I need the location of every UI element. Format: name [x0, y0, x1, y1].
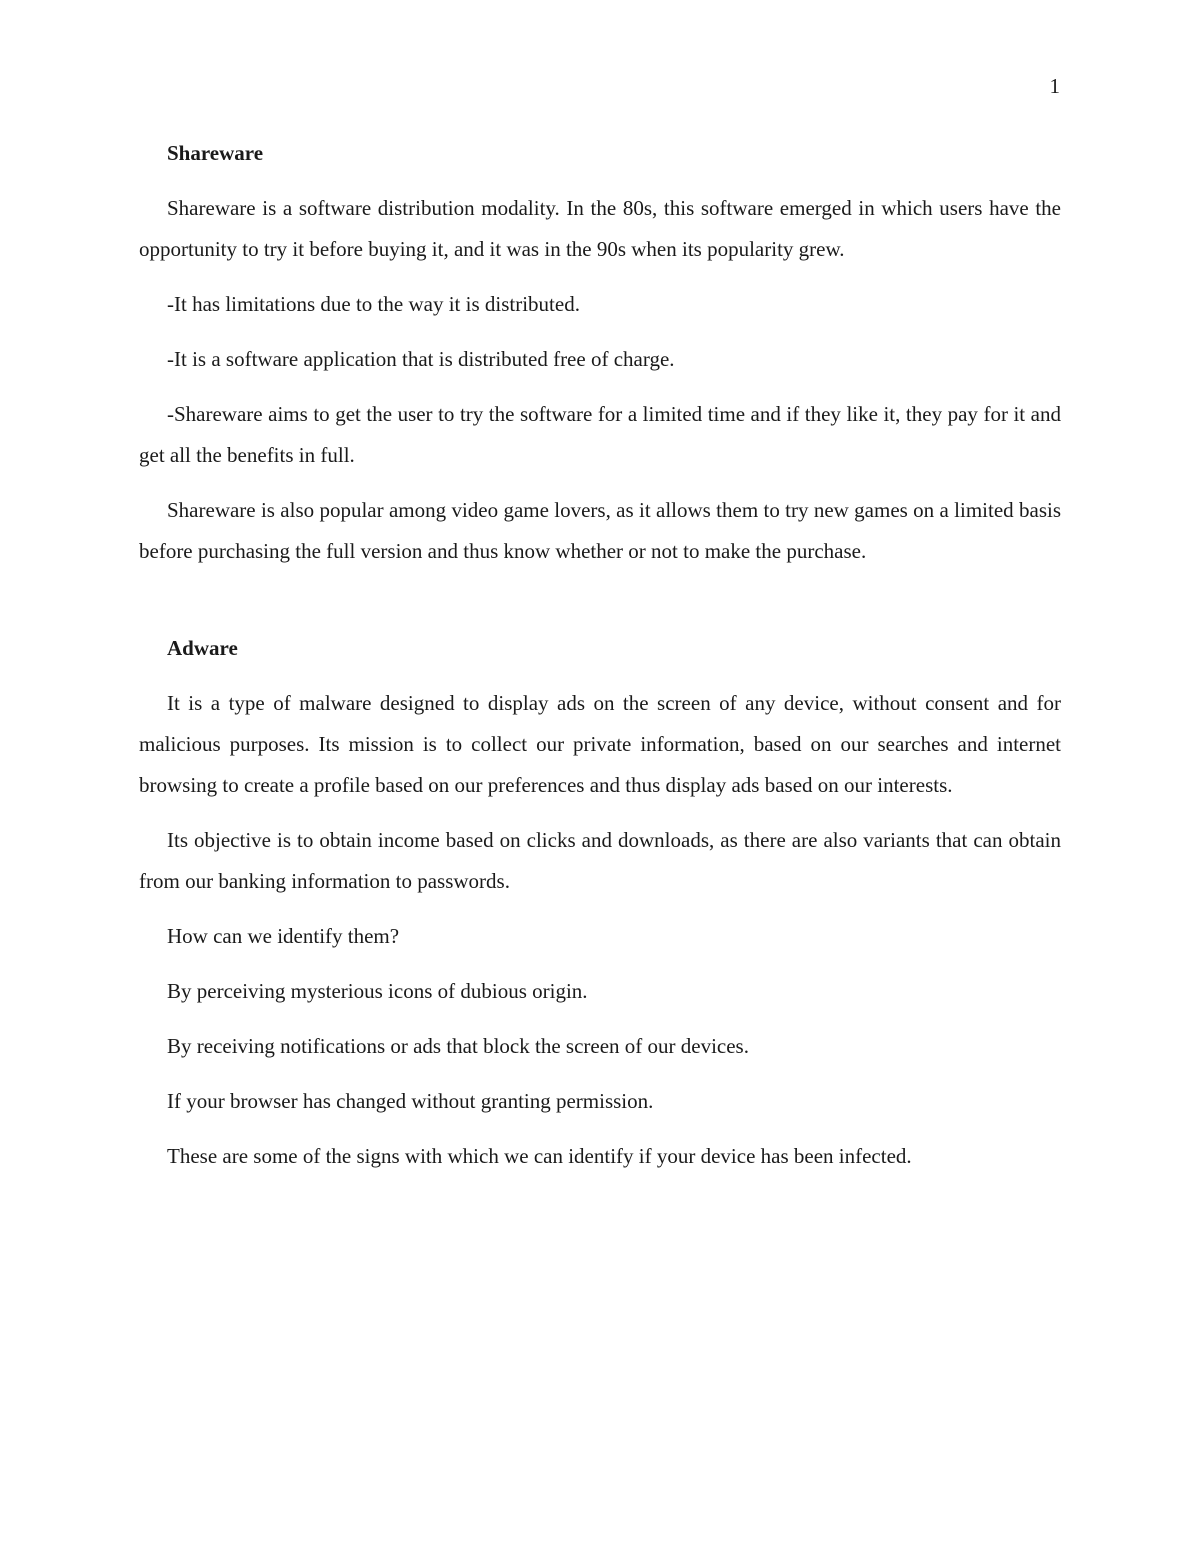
section-spacer [139, 572, 1061, 628]
paragraph: Its objective is to obtain income based on clicks and downloads, as there are also variants that can obtain from our banking information to passwords. [139, 828, 1061, 893]
paragraph: -Shareware aims to get the user to try the software for a limited time and if they like it, they pay for it and get all the benefits in full. [139, 402, 1061, 467]
paragraph: -It is a software application that is distributed free of charge. [167, 347, 675, 371]
paragraph: These are some of the signs with which we can identify if your device has been infected. [167, 1144, 912, 1168]
section-heading-adware: Adware [167, 636, 238, 660]
section-shareware [139, 133, 1061, 572]
section-adware [139, 628, 1061, 1177]
paragraph: It is a type of malware designed to display ads on the screen of any device, without consent and for malicious purposes. Its mission is to collect our private information, based on our searches and internet browsing to create a profile based on our preferences and thus display ads based on our interests. [139, 691, 1061, 797]
paragraph: Shareware is a software distribution modality. In the 80s, this software emerged in which users have the opportunity to try it before buying it, and it was in the 90s when its popularity grew. [139, 196, 1061, 261]
section-heading-shareware: Shareware [167, 141, 264, 165]
paragraph: By receiving notifications or ads that block the screen of our devices. [167, 1034, 749, 1058]
paragraph: By perceiving mysterious icons of dubious origin. [167, 979, 588, 1003]
paragraph: If your browser has changed without granting permission. [167, 1089, 654, 1113]
paragraph: Shareware is also popular among video game lovers, as it allows them to try new games on a limited basis before purchasing the full version and thus know whether or not to make the purchase. [139, 498, 1061, 563]
paragraph: -It has limitations due to the way it is distributed. [167, 292, 580, 316]
page-number: 1 [1049, 74, 1060, 98]
document-body [139, 133, 1061, 1177]
paragraph: How can we identify them? [167, 924, 400, 948]
